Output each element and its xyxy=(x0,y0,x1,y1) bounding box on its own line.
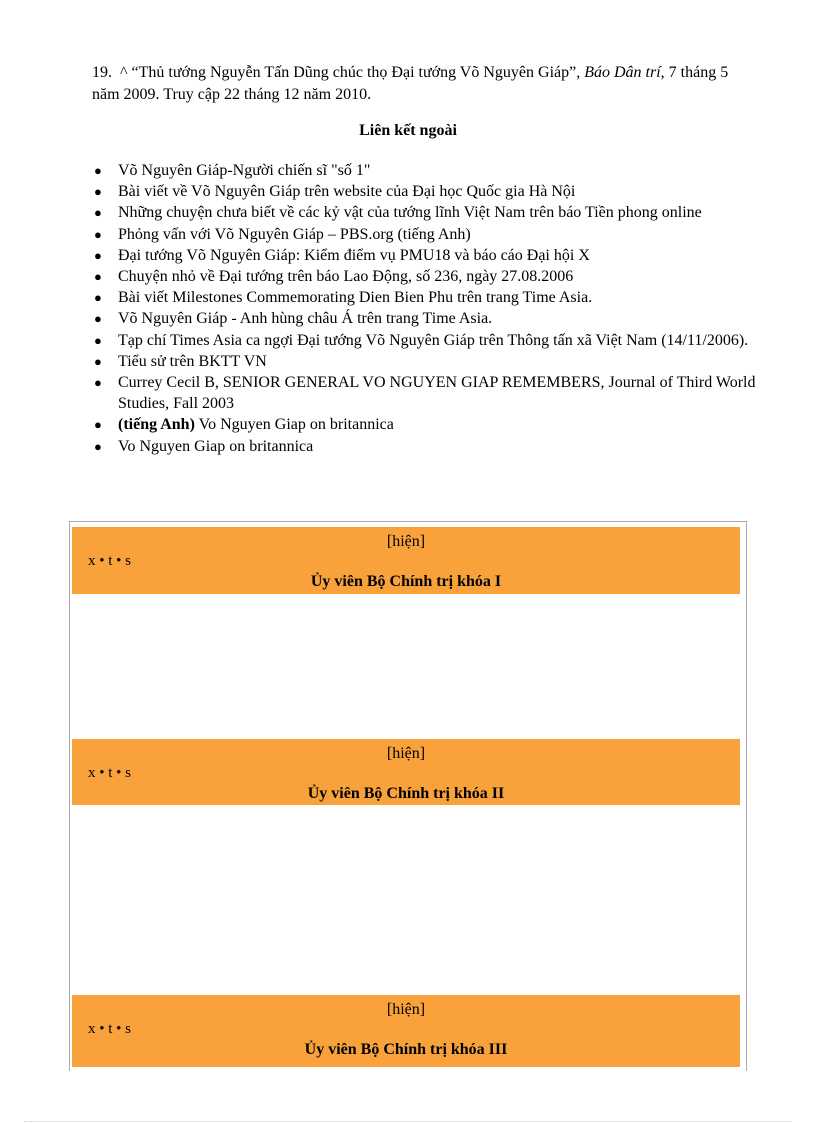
list-item xyxy=(94,372,768,414)
bullet-icon: ● xyxy=(94,226,102,242)
bullet-icon: ● xyxy=(94,353,102,369)
navbox-vde-links[interactable]: x • t • s xyxy=(88,553,132,569)
list-item xyxy=(94,330,768,351)
list-item xyxy=(94,351,768,372)
reference-rest: , 7 tháng 5 năm 2009. Truy cập 22 tháng 12 năm 2010. xyxy=(92,64,729,103)
external-link[interactable]: Phỏng vấn với Võ Nguyên Giáp – PBS.org (tiếng Anh) xyxy=(118,225,471,243)
bullet-icon: ● xyxy=(94,417,102,433)
external-link[interactable]: Bài viết về Võ Nguyên Giáp trên website của Đại học Quốc gia Hà Nội xyxy=(118,183,576,201)
external-link[interactable]: Currey Cecil B, SENIOR GENERAL VO NGUYEN GIAP REMEMBERS, Journal of Third World Studies, Fall 2003 xyxy=(118,374,756,413)
bullet-icon: ● xyxy=(94,438,102,454)
navbox-title: Ủy viên Bộ Chính trị khóa III xyxy=(304,1041,508,1058)
external-link[interactable]: Võ Nguyên Giáp-Người chiến sĩ "số 1" xyxy=(118,162,371,179)
reference-publisher[interactable]: Báo Dân trí xyxy=(584,64,661,81)
external-link[interactable]: Vo Nguyen Giap on britannica xyxy=(194,416,394,434)
external-links-list xyxy=(90,160,768,457)
language-label: (tiếng Anh) xyxy=(118,416,195,434)
bullet-icon: ● xyxy=(94,311,102,327)
reference-number: 19. xyxy=(92,64,112,81)
list-item xyxy=(94,287,768,308)
navbox-politburo-3 xyxy=(72,995,740,1067)
external-link[interactable]: Đại tướng Võ Nguyên Giáp: Kiểm điểm vụ PMU18 và báo cáo Đại hội X xyxy=(118,246,590,264)
navbox-toggle[interactable]: [hiện] xyxy=(386,533,426,550)
bullet-icon: ● xyxy=(94,184,102,200)
list-item xyxy=(94,202,768,223)
navbox-vde-links[interactable]: x • t • s xyxy=(88,765,132,781)
list-item xyxy=(94,245,768,266)
list-item xyxy=(94,266,768,287)
list-item xyxy=(94,181,768,202)
external-link[interactable]: Vo Nguyen Giap on britannica xyxy=(118,437,314,455)
navbox-vde-links[interactable]: x • t • s xyxy=(88,1021,132,1037)
list-item xyxy=(94,414,768,435)
external-link[interactable]: Võ Nguyên Giáp - Anh hùng châu Á trên trang Time Asia. xyxy=(118,310,493,328)
bullet-icon: ● xyxy=(94,205,102,221)
external-link[interactable]: Tạp chí Times Asia ca ngợi Đại tướng Võ Nguyên Giáp trên Thông tấn xã Việt Nam (14/11/2006). xyxy=(118,331,749,349)
navbox-title: Ủy viên Bộ Chính trị khóa II xyxy=(307,785,505,802)
bullet-icon: ● xyxy=(94,269,102,285)
reference-quote: “Thủ tướng Nguyễn Tấn Dũng chúc thọ Đại tướng Võ Nguyên Giáp”, xyxy=(131,64,581,81)
reference-19 xyxy=(92,62,732,106)
bullet-icon: ● xyxy=(94,332,102,348)
list-item xyxy=(94,436,768,457)
external-link[interactable]: Bài viết Milestones Commemorating Dien Bien Phu trên trang Time Asia. xyxy=(118,289,593,307)
navbox-politburo-1 xyxy=(72,527,740,594)
external-links-heading: Liên kết ngoài xyxy=(359,122,457,139)
navbox-politburo-2 xyxy=(72,739,740,805)
bullet-icon: ● xyxy=(94,247,102,263)
navbox-toggle[interactable]: [hiện] xyxy=(386,745,426,762)
reference-backlink[interactable]: ^ xyxy=(120,64,128,81)
bullet-icon: ● xyxy=(94,163,102,178)
list-item xyxy=(94,160,768,181)
navbox-toggle[interactable]: [hiện] xyxy=(386,1001,426,1018)
bullet-icon: ● xyxy=(94,290,102,306)
external-link[interactable]: Tiểu sử trên BKTT VN xyxy=(118,352,267,370)
list-item xyxy=(94,308,768,329)
bullet-icon: ● xyxy=(94,375,102,391)
page-bottom-divider xyxy=(24,1121,792,1122)
external-link[interactable]: Chuyện nhỏ về Đại tướng trên báo Lao Động, số 236, ngày 27.08.2006 xyxy=(118,268,574,286)
external-link[interactable]: Những chuyện chưa biết về các kỷ vật của tướng lĩnh Việt Nam trên báo Tiền phong online xyxy=(118,204,702,222)
list-item xyxy=(94,224,768,245)
navbox-title: Ủy viên Bộ Chính trị khóa I xyxy=(310,573,502,590)
